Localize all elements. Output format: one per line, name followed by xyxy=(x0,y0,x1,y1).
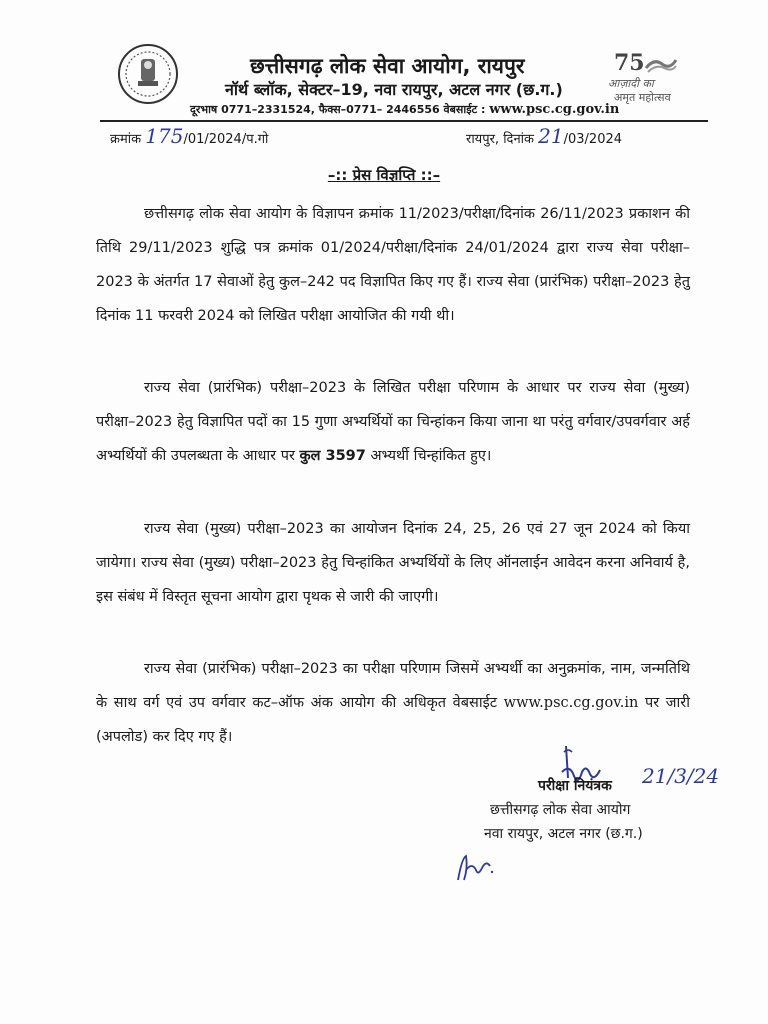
paragraph-4-start: राज्य सेवा (प्रारंभिक) परीक्षा–2023 का परीक्षा परिणाम जिसमें अभ्यर्थी का अनुक्रमांक, नाम, जन्मतिथि के साथ वर्ग एवं उप वर्गवार कट–ऑफ अंक आयोग की अधिकृत वेबसाईट xyxy=(96,661,690,711)
paragraph-2 xyxy=(96,371,690,473)
commission-address: नॉर्थ ब्लॉक, सेक्टर–19, नवा रायपुर, अटल नगर (छ.ग.) xyxy=(225,80,563,99)
handwritten-number: 175 xyxy=(145,124,184,148)
handwritten-day: 21 xyxy=(538,124,564,148)
paragraph-3: राज्य सेवा (मुख्य) परीक्षा–2023 का आयोजन दिनांक 24, 25, 26 एवं 27 जून 2024 को किया जायेगा। राज्य सेवा (मुख्य) परीक्षा–2023 हेतु चिन्हांकित अभ्यर्थियों के लिए ऑनलाईन आवेदन करना अनिवार्य है, इस संबंध में विस्तृत सूचना आयोग द्वारा पृथक से जारी की जाएगी। xyxy=(96,521,690,605)
reference-label: क्रमांक xyxy=(110,132,142,147)
paragraph-4-end: पर जारी (अपलोड) कर दिए गए हैं। xyxy=(96,695,690,745)
header-divider xyxy=(100,120,708,122)
reference-number xyxy=(110,124,268,148)
paragraph-4 xyxy=(96,652,690,754)
signatory-title: परीक्षा नियंत्रक xyxy=(538,778,612,794)
signatory-organization: छत्तीसगढ़ लोक सेवा आयोग xyxy=(490,802,631,818)
paragraph-2-end: अभ्यर्थी चिन्हांकित हुए। xyxy=(365,448,492,464)
heading-text: –:: प्रेस विज्ञप्ति ::– xyxy=(327,166,441,184)
paragraph-2-bold: कुल 3597 xyxy=(299,448,366,464)
initials-icon xyxy=(452,850,496,884)
date-suffix: /03/2024 xyxy=(563,132,623,147)
signatory-address: नवा रायपुर, अटल नगर (छ.ग.) xyxy=(484,826,643,842)
reference-date xyxy=(466,124,622,148)
flag-icon xyxy=(644,56,678,74)
handwritten-date: 21/3/24 xyxy=(642,764,720,788)
azadi-logo-number: 75 xyxy=(614,50,645,76)
page-heading xyxy=(0,165,768,185)
azadi-logo-line-1: आज़ादी का xyxy=(608,77,654,90)
paragraph-2-start: राज्य सेवा (प्रारंभिक) परीक्षा–2023 के लिखित परीक्षा परिणाम के आधार पर राज्य सेवा (मुख्य) परीक्षा–2023 हेतु विज्ञापित पदों का 15 गुणा अभ्यर्थियों का चिन्हांकन किया जाना था परंतु वर्गवार/उपवर्गवार अर्ह अभ्यर्थियों की उपलब्धता के आधार पर xyxy=(96,380,690,464)
place-date-label: रायपुर, दिनांक xyxy=(466,132,535,147)
commission-title: छत्तीसगढ़ लोक सेवा आयोग, रायपुर xyxy=(250,54,525,78)
azadi-logo-line-2: अमृत महोत्सव xyxy=(614,91,671,104)
reference-suffix: /01/2024/प.गो xyxy=(183,132,269,147)
paragraph-1: छत्तीसगढ़ लोक सेवा आयोग के विज्ञापन क्रमांक 11/2023/परीक्षा/दिनांक 26/11/2023 प्रकाशन की तिथि 29/11/2023 शुद्धि पत्र क्रमांक 01/2024/परीक्षा/दिनांक 24/01/2024 द्वारा राज्य सेवा परीक्षा–2023 के अंतर्गत 17 सेवाओं हेतु कुल–242 पद विज्ञापित किए गए हैं। राज्य सेवा (प्रारंभिक) परीक्षा–2023 हेतु दिनांक 11 फरवरी 2024 को लिखित परीक्षा आयोजित की गयी थी। xyxy=(96,206,690,324)
contact-line xyxy=(190,102,619,117)
website-link[interactable]: www.psc.cg.gov.in xyxy=(489,102,620,117)
contact-details: दूरभाष 0771–2331524, फैक्स–0771– 2446556 वेबसाईट : xyxy=(190,103,490,116)
state-emblem-icon xyxy=(117,43,179,105)
paragraph-4-url[interactable]: www.psc.cg.gov.in xyxy=(503,695,639,711)
azadi-ka-amrit-mahotsav-logo xyxy=(606,50,686,110)
